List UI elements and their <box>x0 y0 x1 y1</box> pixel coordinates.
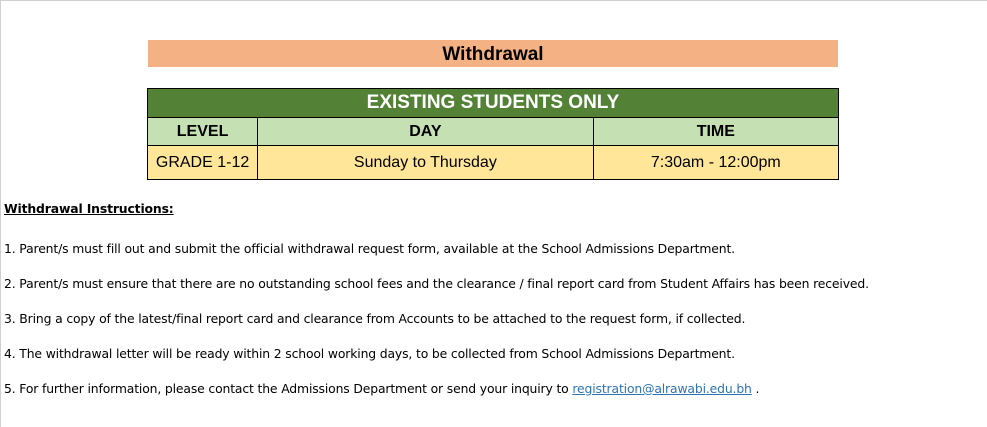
instruction-item-2: 2. Parent/s must ensure that there are no outstanding school fees and the clearance / final report card from Student Affairs has been received. <box>4 276 869 291</box>
sheet-border-left <box>0 0 1 427</box>
instruction-item-1: 1. Parent/s must fill out and submit the official withdrawal request form, available at the School Admissions Department. <box>4 241 735 256</box>
instructions-heading: Withdrawal Instructions: <box>4 201 174 216</box>
email-link[interactable]: registration@alrawabi.edu.bh <box>572 381 752 396</box>
instruction-item-3: 3. Bring a copy of the latest/final report card and clearance from Accounts to be attached to the request form, if collected. <box>4 311 746 326</box>
contact-prefix: 5. For further information, please contact the Admissions Department or send your inquiry to <box>4 381 573 396</box>
schedule-banner: EXISTING STUDENTS ONLY <box>148 89 839 118</box>
header-level: LEVEL <box>148 118 258 146</box>
cell-level: GRADE 1-12 <box>148 146 258 180</box>
header-time: TIME <box>593 118 838 146</box>
instruction-item-4: 4. The withdrawal letter will be ready within 2 school working days, to be collected from School Admissions Department. <box>4 346 735 361</box>
cell-time: 7:30am - 12:00pm <box>593 146 838 180</box>
contact-suffix: . <box>751 381 760 396</box>
schedule-table <box>147 88 839 180</box>
header-day: DAY <box>258 118 593 146</box>
cell-day: Sunday to Thursday <box>258 146 593 180</box>
sheet-border-top <box>0 0 987 1</box>
page-title: Withdrawal <box>148 40 838 67</box>
instruction-item-5 <box>4 381 759 396</box>
